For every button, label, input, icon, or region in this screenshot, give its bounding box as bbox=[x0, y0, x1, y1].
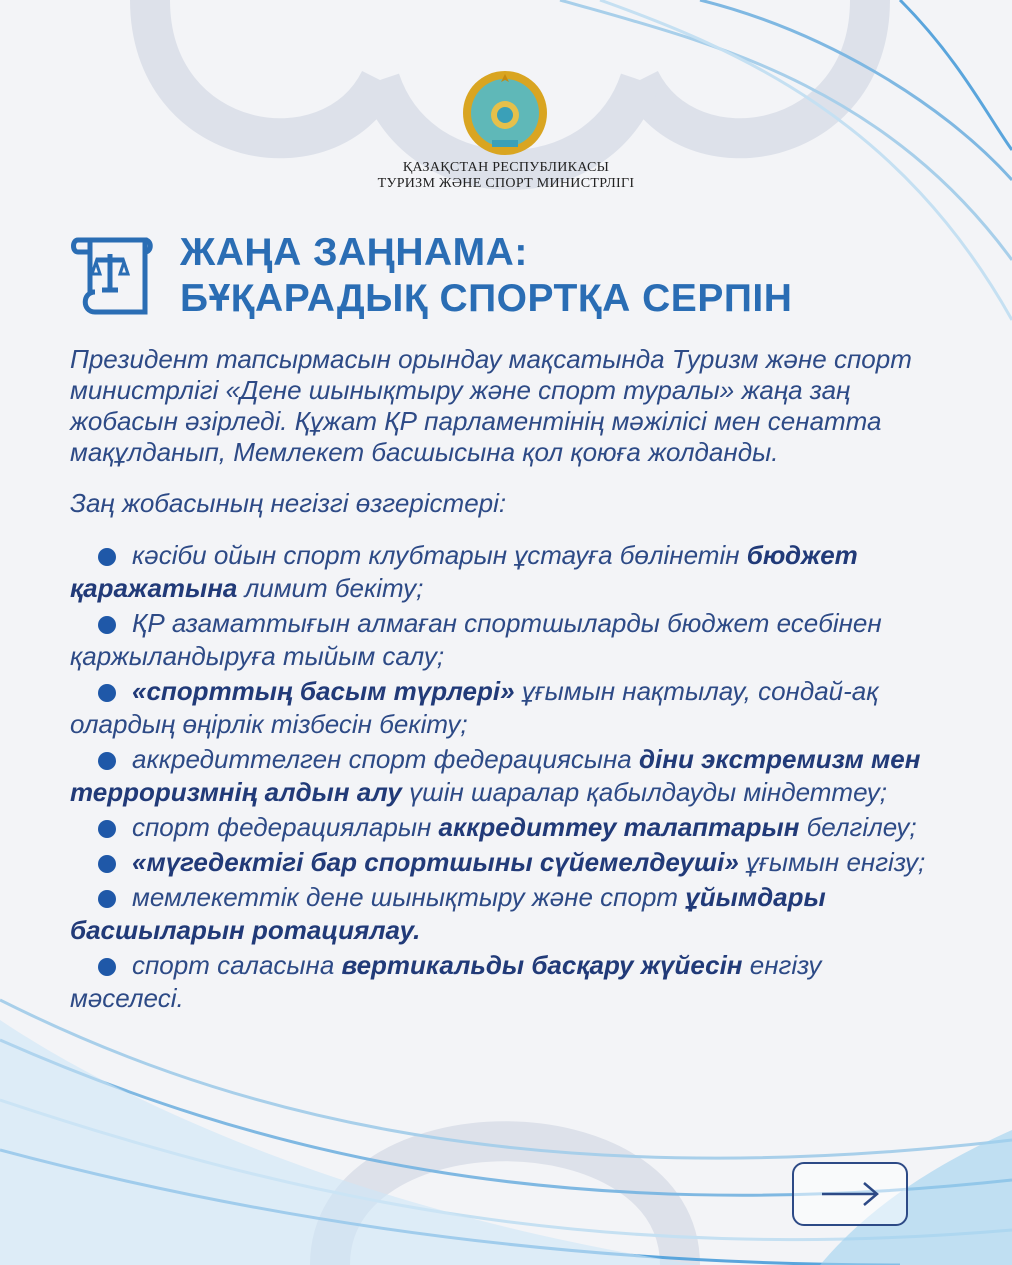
bold-text: ұйымдары басшыларын ротациялау. bbox=[70, 882, 826, 945]
text: үшін шаралар қабылдауды міндеттеу; bbox=[401, 777, 887, 807]
list-item bbox=[70, 539, 940, 605]
text: енгізу мәселесі. bbox=[70, 950, 822, 1013]
intro-paragraph: Президент тапсырмасын орындау мақсатында Туризм және спорт министрлігі «Дене шынықтыру және спорт туралы» жаңа заң жобасын әзірледі. Құжат ҚР парламентінің мәжілісі мен сенатта мақұлданып, Мемлекет басшысына қол қоюға жолданды. bbox=[70, 344, 912, 467]
text: спорт саласына bbox=[132, 950, 342, 980]
bold-text: діни экстремизм мен терроризмнің алдын алу bbox=[70, 744, 921, 807]
bullet-dot-icon bbox=[98, 820, 116, 838]
bullet-dot-icon bbox=[98, 890, 116, 908]
list-item bbox=[70, 949, 940, 1015]
text: ұғымын енгізу; bbox=[738, 847, 926, 877]
ministry-line-2: ТУРИЗМ ЖӘНЕ СПОРТ МИНИСТРЛІГІ bbox=[377, 176, 635, 191]
bold-text: аккредиттеу талаптарын bbox=[438, 812, 800, 842]
article-body bbox=[70, 344, 940, 1017]
ministry-name bbox=[300, 160, 712, 192]
next-button[interactable] bbox=[792, 1162, 908, 1226]
list-item bbox=[70, 675, 940, 741]
list-item bbox=[70, 607, 940, 673]
ministry-line-1: ҚАЗАҚСТАН РЕСПУБЛИКАСЫ bbox=[402, 160, 610, 175]
list-item bbox=[70, 811, 940, 844]
bold-text: вертикальды басқару жүйесін bbox=[341, 950, 743, 980]
law-scroll-icon bbox=[70, 232, 160, 324]
text: ұғымын нақтылау, сондай-ақ олардың өңірлік тізбесін бекіту; bbox=[70, 676, 879, 739]
changes-heading: Заң жобасының негізгі өзгерістері: bbox=[70, 488, 507, 518]
title-line-2: БҰҚАРАДЫҚ СПОРТҚА СЕРПІН bbox=[180, 277, 793, 320]
text: спорт федерацияларын bbox=[132, 812, 439, 842]
state-emblem-icon bbox=[462, 70, 548, 156]
page-title bbox=[180, 230, 792, 322]
changes-list bbox=[70, 539, 940, 1015]
bold-text: бюджет қаражатына bbox=[70, 540, 858, 603]
bold-text: «мүгедектігі бар спортшыны сүйемелдеуші» bbox=[132, 847, 739, 877]
text: белгілеу; bbox=[799, 812, 917, 842]
text: мемлекеттік дене шынықтыру және спорт bbox=[132, 882, 686, 912]
list-item bbox=[70, 881, 940, 947]
text: аккредиттелген спорт федерациясына bbox=[132, 744, 639, 774]
bullet-dot-icon bbox=[98, 548, 116, 566]
bullet-dot-icon bbox=[98, 752, 116, 770]
list-item bbox=[70, 743, 940, 809]
list-item bbox=[70, 846, 940, 879]
title-line-1: ЖАҢА ЗАҢНАМА: bbox=[180, 231, 528, 274]
bold-text: «спорттың басым түрлері» bbox=[132, 676, 515, 706]
arrow-right-icon bbox=[818, 1179, 882, 1209]
text: ҚР азаматтығын алмаған спортшыларды бюджет есебінен қаржыландыруға тыйым салу; bbox=[70, 608, 882, 671]
bullet-dot-icon bbox=[98, 616, 116, 634]
bullet-dot-icon bbox=[98, 684, 116, 702]
text: лимит бекіту; bbox=[237, 573, 424, 603]
bullet-dot-icon bbox=[98, 855, 116, 873]
bullet-dot-icon bbox=[98, 958, 116, 976]
text: кәсіби ойын спорт клубтарын ұстауға бөлінетін bbox=[132, 540, 747, 570]
